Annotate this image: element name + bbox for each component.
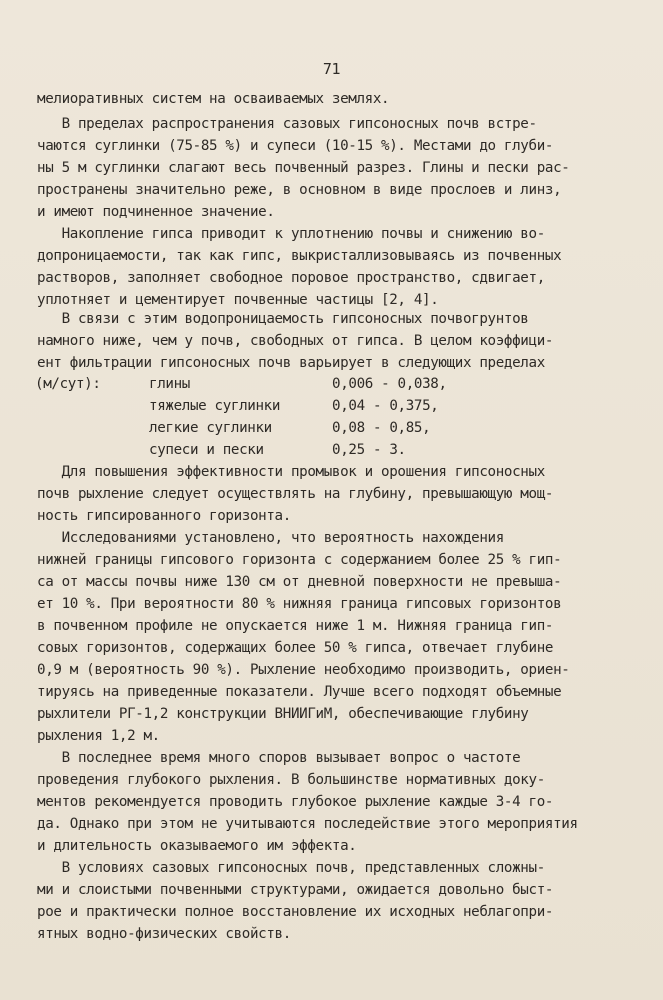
text-line: совых горизонтов, содержащих более 50 % гипса, отвечает глубине bbox=[37, 640, 554, 656]
table-range: 0,04 - 0,375, bbox=[332, 398, 439, 414]
text-line: ет 10 %. При вероятности 80 % нижняя граница гипсовых горизонтов bbox=[37, 596, 562, 612]
text-line: Исследованиями установлено, что вероятность нахождения bbox=[37, 530, 504, 546]
text-line: Для повышения эффективности промывок и орошения гипсоносных bbox=[37, 464, 545, 480]
text-line: ность гипсированного горизонта. bbox=[37, 508, 291, 524]
text-line: рыхлители РГ-1,2 конструкции ВНИИГиМ, обеспечивающие глубину bbox=[37, 706, 529, 722]
text-line: допроницаемости, так как гипс, выкристаллизовываясь из почвенных bbox=[37, 248, 562, 264]
text-line: уплотняет и цементирует почвенные частицы [2, 4]. bbox=[37, 292, 439, 308]
text-line: ны 5 м суглинки слагают весь почвенный разрез. Глины и пески рас- bbox=[37, 160, 570, 176]
text-line: В условиях сазовых гипсоносных почв, представленных сложны- bbox=[37, 860, 545, 876]
text-line: В пределах распространения сазовых гипсоносных почв встре- bbox=[37, 116, 537, 132]
text-line: пространены значительно реже, в основном в виде прослоев и линз, bbox=[37, 182, 562, 198]
text-line: нижней границы гипсового горизонта с содержанием более 25 % гип- bbox=[37, 552, 562, 568]
text-line: ятных водно-физических свойств. bbox=[37, 926, 291, 942]
text-line: ментов рекомендуется проводить глубокое рыхление каждые 3-4 го- bbox=[37, 794, 554, 810]
text-line: и длительность оказываемого им эффекта. bbox=[37, 838, 357, 854]
table-soil: тяжелые суглинки bbox=[149, 398, 281, 414]
text-line: в почвенном профиле не опускается ниже 1 м. Нижняя граница гип- bbox=[37, 618, 554, 634]
text-line: мелиоративных систем на осваиваемых землях. bbox=[37, 91, 390, 107]
table-range: 0,08 - 0,85, bbox=[332, 420, 431, 436]
table-soil: глины bbox=[149, 376, 190, 392]
text-line: рое и практически полное восстановление их исходных неблагопри- bbox=[37, 904, 554, 920]
text-line: тируясь на приведенные показатели. Лучше всего подходят объемные bbox=[37, 684, 562, 700]
text-line: 0,9 м (вероятность 90 %). Рыхление необходимо производить, ориен- bbox=[37, 662, 570, 678]
text-line: намного ниже, чем у почв, свободных от гипса. В целом коэффици- bbox=[37, 333, 554, 349]
table-unit: (м/сут): bbox=[35, 376, 101, 392]
text-line: рыхления 1,2 м. bbox=[37, 728, 160, 744]
table-range: 0,25 - 3. bbox=[332, 442, 406, 458]
text-line: ент фильтрации гипсоносных почв варьирует в следующих пределах bbox=[37, 355, 545, 371]
text-line: Накопление гипса приводит к уплотнению почвы и снижению во- bbox=[37, 226, 545, 242]
text-line: ми и слоистыми почвенными структурами, ожидается довольно быст- bbox=[37, 882, 554, 898]
text-line: да. Однако при этом не учитываются последействие этого мероприятия bbox=[37, 816, 578, 832]
text-line: и имеют подчиненное значение. bbox=[37, 204, 275, 220]
table-soil: супеси и пески bbox=[149, 442, 264, 458]
text-line: почв рыхление следует осуществлять на глубину, превышающую мощ- bbox=[37, 486, 554, 502]
table-soil: легкие суглинки bbox=[149, 420, 272, 436]
text-line: В связи с этим водопроницаемость гипсоносных почвогрунтов bbox=[37, 311, 529, 327]
table-range: 0,006 - 0,038, bbox=[332, 376, 447, 392]
text-line: са от массы почвы ниже 130 см от дневной поверхности не превыша- bbox=[37, 574, 562, 590]
text-line: проведения глубокого рыхления. В большинстве нормативных доку- bbox=[37, 772, 545, 788]
text-line: чаются суглинки (75-85 %) и супеси (10-15 %). Местами до глуби- bbox=[37, 138, 554, 154]
text-line: В последнее время много споров вызывает вопрос о частоте bbox=[37, 750, 521, 766]
text-line: растворов, заполняет свободное поровое пространство, сдвигает, bbox=[37, 270, 545, 286]
page-number: 71 bbox=[322, 60, 341, 78]
